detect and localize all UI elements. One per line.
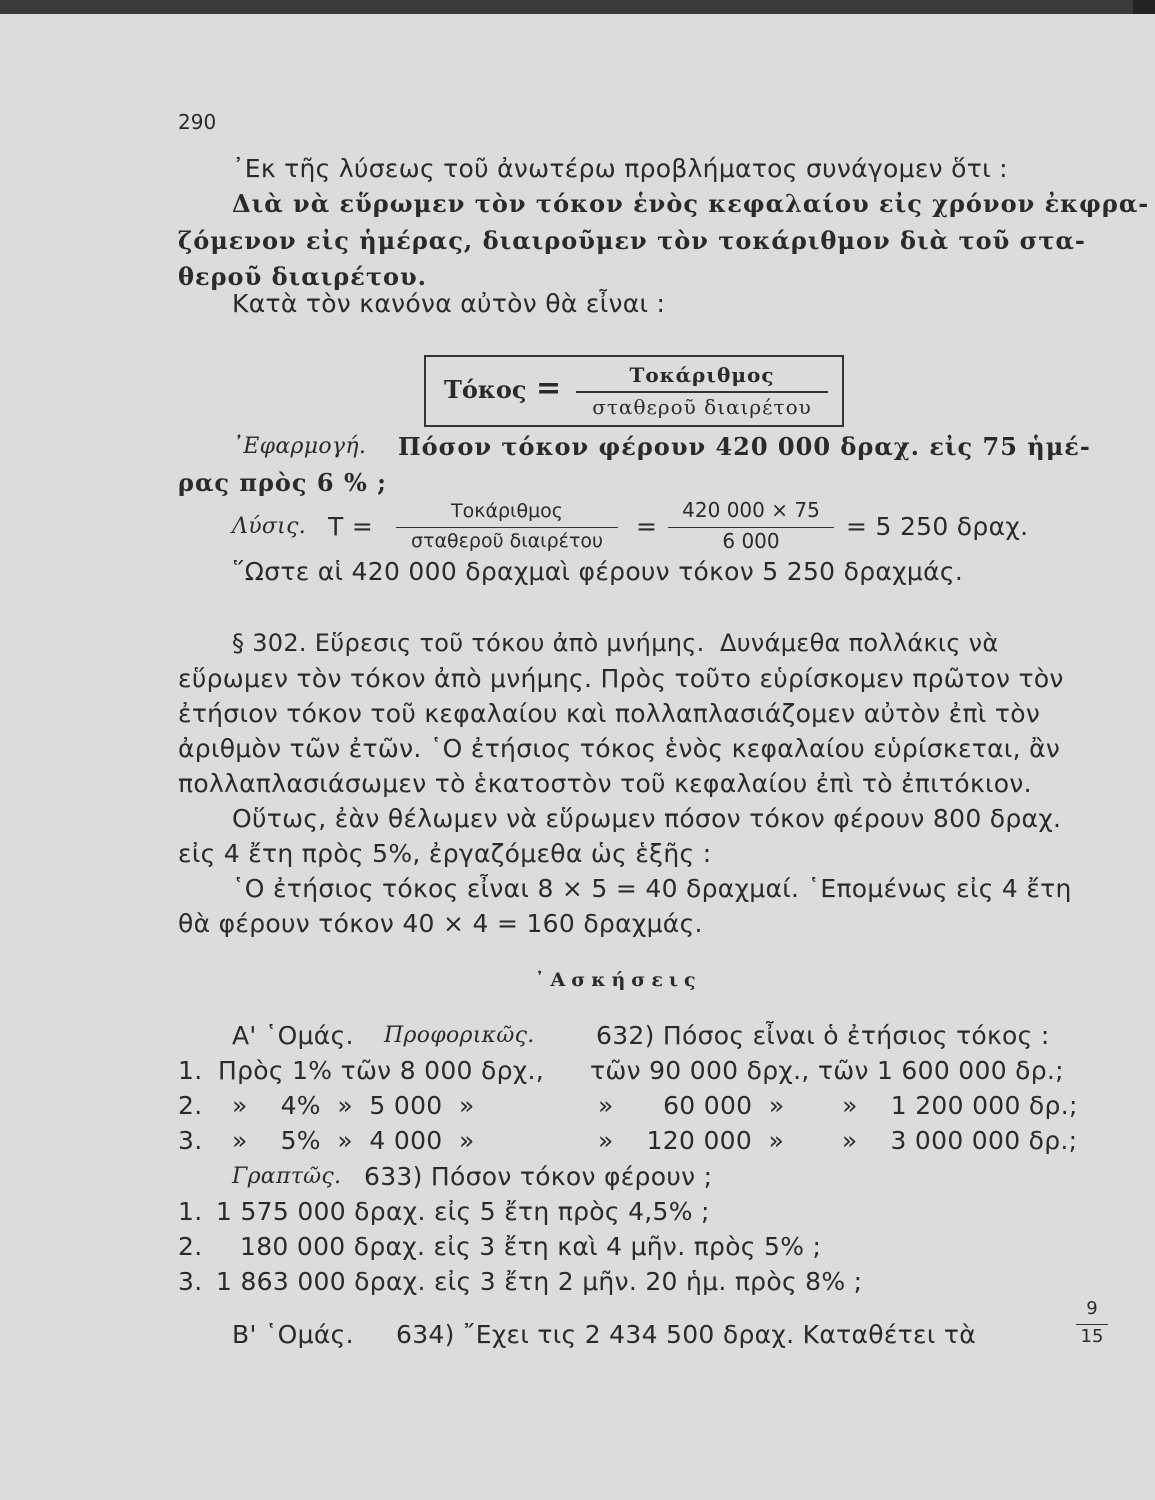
solution-frac1-numerator: Τοκάριθμος bbox=[451, 500, 563, 522]
example-line-3: ῾Ο ἐτήσιος τόκος εἶναι 8 × 5 = 40 δραχμαί. ῾Επομένως εἰς 4 ἔτη bbox=[232, 874, 1072, 903]
solution-equals-2: = bbox=[636, 512, 658, 541]
group-a-row-2-number: 2. bbox=[178, 1091, 203, 1120]
application-label: ᾿Εφαρμογή. bbox=[232, 434, 367, 459]
section-line-1: εὕρωμεν τὸν τόκον ἀπὸ μνήμης. Πρὸς τοῦτο εὑρίσκομεν πρῶτον τὸν bbox=[178, 664, 1064, 693]
group-a-problem: 632) Πόσος εἶναι ὁ ἐτήσιος τόκος : bbox=[596, 1021, 1050, 1050]
formula-box bbox=[424, 355, 844, 427]
group-a-label: Α' ῾Ομάς. bbox=[232, 1021, 354, 1050]
solution-frac2-numerator: 420 000 × 75 bbox=[682, 498, 820, 522]
scan-top-border bbox=[0, 0, 1155, 14]
section-first-line-rest: Δυνάμεθα πολλάκις νὰ bbox=[720, 629, 999, 657]
written-row-2-number: 2. bbox=[178, 1232, 203, 1261]
example-line-4: θὰ φέρουν τόκον 40 × 4 = 160 δραχμάς. bbox=[178, 909, 703, 938]
application-question-line-1: Πόσον τόκον φέρουν 420 000 δραχ. εἰς 75 ἡμέ- bbox=[398, 432, 1091, 461]
solution-frac1-denominator: σταθεροῦ διαιρέτου bbox=[410, 530, 603, 552]
group-b-fraction-denominator: 15 bbox=[1080, 1326, 1104, 1347]
rule-line-3: θεροῦ διαιρέτου. bbox=[178, 262, 427, 291]
rule-intro: Κατὰ τὸν κανόνα αὐτὸν θὰ εἶναι : bbox=[232, 289, 666, 318]
application-question-line-2: ρας πρὸς 6 % ; bbox=[178, 468, 387, 497]
group-a-row-1-number: 1. bbox=[178, 1056, 203, 1085]
example-line-2: εἰς 4 ἔτη πρὸς 5%, ἐργαζόμεθα ὡς ἑξῆς : bbox=[178, 839, 712, 868]
solution-result: = 5 250 δραχ. bbox=[846, 512, 1029, 541]
formula-numerator: Τοκάριθμος bbox=[629, 363, 775, 387]
section-line-4: πολλαπλασιάσωμεν τὸ ἑκατοστὸν τοῦ κεφαλαίου ἐπὶ τὸ ἐπιτόκιον. bbox=[178, 769, 1032, 798]
group-a-row-3-col1: » 5% » 4 000 » bbox=[232, 1126, 475, 1155]
rule-line-1: Διὰ νὰ εὕρωμεν τὸν τόκον ἑνὸς κεφαλαίου εἰς χρόνον ἐκφρα- bbox=[232, 189, 1150, 218]
book-page bbox=[0, 14, 1155, 1500]
written-row-1-number: 1. bbox=[178, 1197, 203, 1226]
group-a-mode: Προφορικῶς. bbox=[384, 1023, 535, 1048]
rule-line-2: ζόμενον εἰς ἡμέρας, διαιροῦμεν τὸν τοκάριθμον διὰ τοῦ στα- bbox=[178, 226, 1086, 255]
group-a-written-problem: 633) Πόσον τόκον φέρουν ; bbox=[364, 1162, 713, 1191]
formula-fraction-bar bbox=[576, 391, 828, 393]
group-a-row-2-col2: » 60 000 » » 1 200 000 δρ.; bbox=[598, 1091, 1078, 1120]
group-a-row-2-col1: » 4% » 5 000 » bbox=[232, 1091, 475, 1120]
group-a-row-3-number: 3. bbox=[178, 1126, 203, 1155]
group-b-fraction-numerator: 9 bbox=[1086, 1298, 1098, 1319]
page-number: 290 bbox=[178, 110, 217, 134]
solution-lhs: Τ = bbox=[328, 512, 374, 541]
solution-frac2-denominator: 6 000 bbox=[722, 529, 780, 553]
section-title: § 302. Εὕρεσις τοῦ τόκου ἀπὸ μνήμης. bbox=[232, 629, 705, 657]
intro-line: ᾿Εκ τῆς λύσεως τοῦ ἀνωτέρω προβλήματος συνάγομεν ὅτι : bbox=[232, 154, 1008, 183]
group-a-row-1-col2: τῶν 90 000 δρχ., τῶν 1 600 000 δρ.; bbox=[590, 1056, 1064, 1085]
section-line-2: ἐτήσιον τόκον τοῦ κεφαλαίου καὶ πολλαπλασιάζομεν αὐτὸν ἐπὶ τὸν bbox=[178, 699, 1041, 728]
group-b-problem: 634) ῎Εχει τις 2 434 500 δραχ. Καταθέτει τὰ bbox=[396, 1320, 976, 1349]
solution-frac2-bar bbox=[668, 527, 834, 528]
example-line-1: Οὕτως, ἐὰν θέλωμεν νὰ εὕρωμεν πόσον τόκον φέρουν 800 δραχ. bbox=[232, 804, 1062, 833]
written-row-3-text: 1 863 000 δραχ. εἰς 3 ἔτη 2 μῆν. 20 ἡμ. πρὸς 8% ; bbox=[216, 1267, 863, 1296]
section-line-3: ἀριθμὸν τῶν ἐτῶν. ῾Ο ἐτήσιος τόκος ἑνὸς κεφαλαίου εὑρίσκεται, ἂν bbox=[178, 734, 1061, 763]
written-row-3-number: 3. bbox=[178, 1267, 203, 1296]
group-b-fraction-bar bbox=[1076, 1324, 1108, 1325]
formula-denominator: σταθεροῦ διαιρέτου bbox=[592, 395, 812, 419]
solution-label: Λύσις. bbox=[232, 514, 307, 539]
group-a-row-3-col2: » 120 000 » » 3 000 000 δρ.; bbox=[598, 1126, 1078, 1155]
group-b-label: Β' ῾Ομάς. bbox=[232, 1320, 354, 1349]
written-row-1-text: 1 575 000 δραχ. εἰς 5 ἔτη πρὸς 4,5% ; bbox=[216, 1197, 710, 1226]
conclusion: ῞Ωστε αἱ 420 000 δραχμαὶ φέρουν τόκον 5 250 δραχμάς. bbox=[232, 557, 964, 586]
formula-lhs: Τόκος bbox=[444, 375, 527, 404]
formula-equals: = bbox=[536, 371, 562, 406]
group-a-written-mode: Γραπτῶς. bbox=[232, 1164, 342, 1189]
written-row-2-text: 180 000 δραχ. εἰς 3 ἔτη καὶ 4 μῆν. πρὸς 5% ; bbox=[240, 1232, 822, 1261]
exercises-heading: ᾿Ασκήσεις bbox=[535, 969, 702, 991]
group-a-row-1-col1: Πρὸς 1% τῶν 8 000 δρχ., bbox=[218, 1056, 545, 1085]
solution-frac1-bar bbox=[396, 527, 618, 528]
